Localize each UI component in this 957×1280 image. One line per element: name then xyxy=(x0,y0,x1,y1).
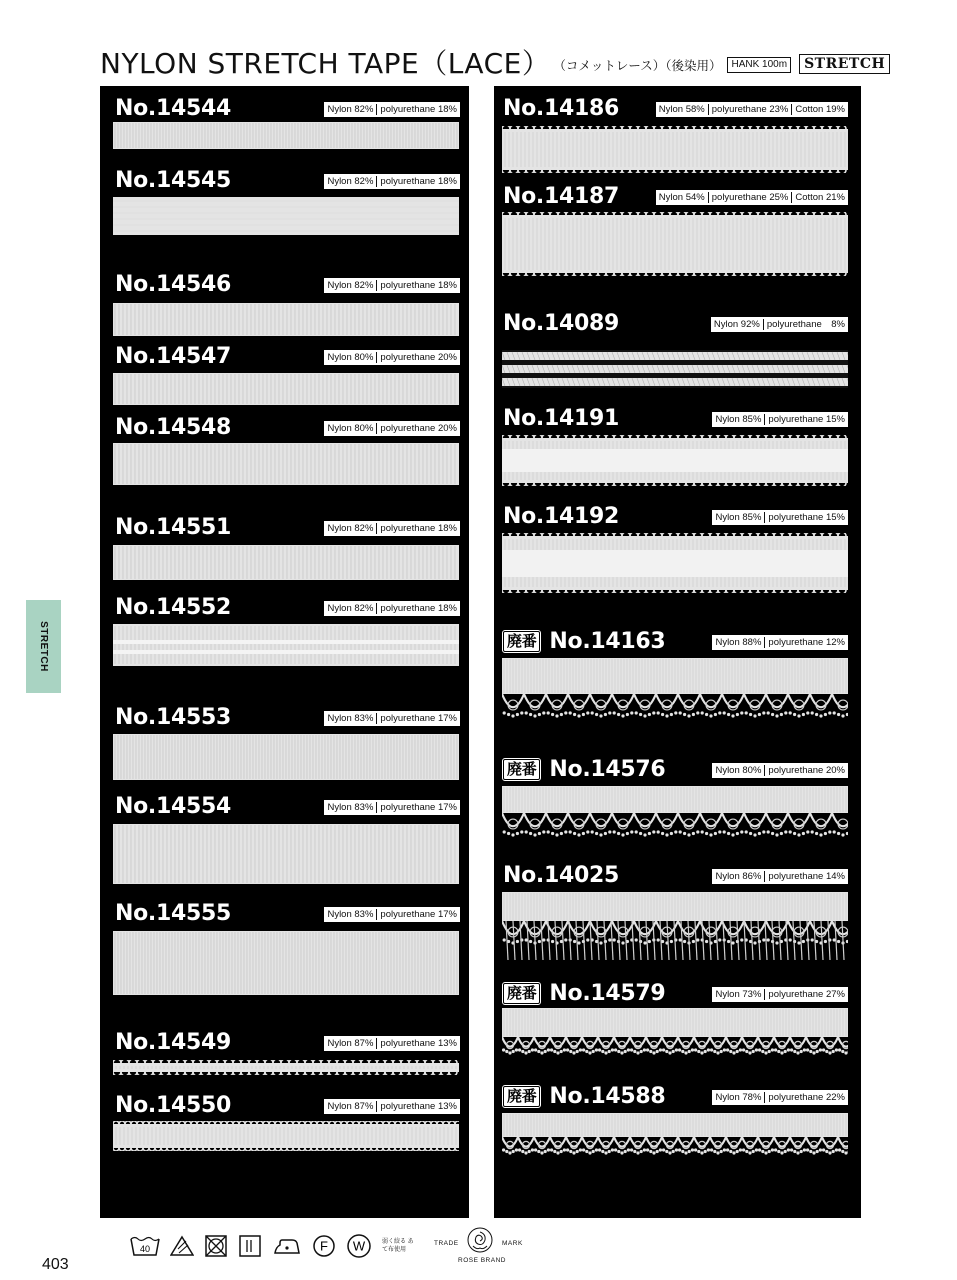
product-number xyxy=(503,311,619,337)
composition-nylon: Nylon 80% xyxy=(327,423,374,434)
composition-poly: polyurethane 15% xyxy=(768,414,845,425)
product-number xyxy=(115,96,231,122)
tape-sample-image xyxy=(502,1008,848,1076)
composition-nylon: Nylon 82% xyxy=(327,280,374,291)
product-number xyxy=(503,504,619,530)
product-number xyxy=(503,96,619,122)
product-number-text: No.14547 xyxy=(115,344,232,369)
iron-icon xyxy=(272,1235,302,1257)
tape-sample-image xyxy=(113,443,459,485)
product-number-text: No.14192 xyxy=(503,504,620,529)
composition-poly: polyurethane 18% xyxy=(380,104,457,115)
discontinued-badge: 廃番 xyxy=(503,631,540,652)
product-number xyxy=(115,705,231,731)
tape-sample-image xyxy=(502,892,848,962)
composition-nylon: Nylon 82% xyxy=(327,523,374,534)
tape-sample-image xyxy=(502,786,848,850)
rose-brand-mark xyxy=(434,1226,524,1270)
composition-label xyxy=(324,1099,460,1114)
page-number: 403 xyxy=(42,1256,69,1273)
composition-label xyxy=(656,102,848,117)
composition-nylon: Nylon 73% xyxy=(715,989,762,1000)
product-number-text: No.14187 xyxy=(503,184,620,209)
composition-poly: polyurethane 12% xyxy=(768,637,845,648)
composition-label xyxy=(324,907,460,922)
composition-nylon: Nylon 92% xyxy=(713,319,760,330)
composition-poly: polyurethane 13% xyxy=(380,1038,457,1049)
composition-poly: polyurethane 18% xyxy=(380,176,457,187)
product-number-text: No.14545 xyxy=(115,168,232,193)
wet-clean-w-icon xyxy=(346,1233,372,1259)
bleach-icon xyxy=(170,1235,194,1257)
wash-temp: 40 xyxy=(139,1244,151,1254)
tape-sample-image xyxy=(502,126,848,173)
tape-sample-image xyxy=(502,658,848,744)
product-number xyxy=(503,757,665,783)
tape-sample-image xyxy=(502,435,848,486)
product-number xyxy=(115,168,231,194)
composition-poly: polyurethane 20% xyxy=(380,423,457,434)
product-number xyxy=(503,1084,665,1110)
composition-poly: polyurethane 20% xyxy=(380,352,457,363)
tape-sample-image xyxy=(113,545,459,580)
composition-label xyxy=(324,601,460,616)
product-number xyxy=(115,1030,231,1056)
composition-nylon: Nylon 85% xyxy=(715,414,762,425)
composition-poly: polyurethane 20% xyxy=(768,765,845,776)
product-number xyxy=(115,595,231,621)
composition-poly: polyurethane 15% xyxy=(768,512,845,523)
composition-nylon: Nylon 82% xyxy=(327,176,374,187)
product-number-text: No.14549 xyxy=(115,1030,232,1055)
composition-nylon: Nylon 83% xyxy=(327,713,374,724)
composition-poly: polyurethane 14% xyxy=(768,871,845,882)
composition-poly: polyurethane 8% xyxy=(766,319,845,330)
composition-poly: polyurethane 18% xyxy=(380,603,457,614)
product-number-text: No.14546 xyxy=(115,272,232,297)
product-number xyxy=(115,272,231,298)
composition-label xyxy=(324,350,460,365)
product-number xyxy=(115,515,231,541)
dry-flat-icon xyxy=(238,1234,262,1258)
product-number xyxy=(115,901,231,927)
composition-nylon: Nylon 83% xyxy=(327,909,374,920)
wet-clean-w-label: W xyxy=(352,1238,366,1254)
discontinued-badge: 廃番 xyxy=(503,983,540,1004)
composition-poly: polyurethane 17% xyxy=(380,909,457,920)
tape-sample-image xyxy=(113,931,459,995)
product-number xyxy=(115,794,231,820)
tape-sample-image xyxy=(113,624,459,666)
composition-label xyxy=(324,278,460,293)
product-number-text: No.14554 xyxy=(115,794,232,819)
composition-poly: polyurethane 22% xyxy=(768,1092,845,1103)
composition-poly: polyurethane 13% xyxy=(380,1101,457,1112)
composition-poly: polyurethane 17% xyxy=(380,802,457,813)
composition-nylon: Nylon 80% xyxy=(715,765,762,776)
composition-label xyxy=(712,412,848,427)
composition-nylon: Nylon 87% xyxy=(327,1101,374,1112)
product-number-text: No.14544 xyxy=(115,96,232,121)
composition-nylon: Nylon 85% xyxy=(715,512,762,523)
page-subtitle: （コメットレース）（後染用） xyxy=(553,58,722,73)
composition-nylon: Nylon 58% xyxy=(658,104,705,115)
composition-nylon: Nylon 78% xyxy=(715,1092,762,1103)
composition-nylon: Nylon 82% xyxy=(327,104,374,115)
tape-sample-image xyxy=(502,1113,848,1171)
product-number-text: No.14191 xyxy=(503,406,620,431)
composition-label xyxy=(712,635,848,650)
product-number-text: No.14550 xyxy=(115,1093,232,1118)
care-note: 弱く絞る あて布使用 xyxy=(382,1239,414,1253)
composition-label xyxy=(711,317,848,332)
composition-label xyxy=(712,1090,848,1105)
composition-label xyxy=(324,1036,460,1051)
composition-nylon: Nylon 87% xyxy=(327,1038,374,1049)
product-number-text: No.14552 xyxy=(115,595,232,620)
composition-label xyxy=(324,711,460,726)
page-header xyxy=(100,44,890,80)
composition-label xyxy=(324,102,460,117)
tape-sample-image xyxy=(113,1121,459,1151)
tape-sample-image xyxy=(113,122,459,149)
composition-nylon: Nylon 86% xyxy=(715,871,762,882)
product-number-text: No.14163 xyxy=(549,629,666,654)
dry-clean-f-icon xyxy=(312,1234,336,1258)
discontinued-badge: 廃番 xyxy=(503,1086,540,1107)
tape-sample-image xyxy=(113,197,459,235)
no-tumble-dry-icon xyxy=(204,1234,228,1258)
product-number-text: No.14576 xyxy=(549,757,666,782)
page-title: NYLON STRETCH TAPE（LACE） xyxy=(100,47,551,80)
tape-sample-image xyxy=(502,212,848,276)
composition-label xyxy=(324,521,460,536)
rose-icon xyxy=(465,1226,495,1256)
composition-label xyxy=(324,800,460,815)
wash-40-icon xyxy=(130,1235,160,1257)
tape-sample-image xyxy=(113,824,459,884)
composition-label xyxy=(656,190,848,205)
mark-label: MARK xyxy=(502,1240,523,1247)
composition-label xyxy=(324,421,460,436)
composition-nylon: Nylon 88% xyxy=(715,637,762,648)
tape-sample-image xyxy=(502,350,848,388)
product-number xyxy=(503,184,619,210)
composition-label xyxy=(712,763,848,778)
trade-label: TRADE xyxy=(434,1240,459,1247)
tape-sample-image xyxy=(113,1060,459,1075)
tape-sample-image xyxy=(113,373,459,405)
product-number-text: No.14025 xyxy=(503,863,620,888)
composition-poly: polyurethane 18% xyxy=(380,523,457,534)
tape-sample-image xyxy=(113,734,459,780)
product-number xyxy=(115,1093,231,1119)
composition-cotton: Cotton 19% xyxy=(795,104,845,115)
tape-sample-image xyxy=(113,303,459,336)
stretch-logo: STRETCH xyxy=(799,54,890,74)
product-number-text: No.14186 xyxy=(503,96,620,121)
product-number xyxy=(503,406,619,432)
product-number xyxy=(503,863,619,889)
discontinued-badge: 廃番 xyxy=(503,759,540,780)
product-number-text: No.14089 xyxy=(503,311,620,336)
brand-name: ROSE BRAND xyxy=(458,1257,506,1264)
product-number xyxy=(503,981,665,1007)
dry-clean-f-label: F xyxy=(320,1238,328,1254)
product-number-text: No.14579 xyxy=(549,981,666,1006)
product-number xyxy=(115,415,231,441)
composition-poly: polyurethane 25% xyxy=(711,192,789,203)
composition-label xyxy=(712,510,848,525)
section-tab-label: STRETCH xyxy=(38,621,50,672)
composition-poly: polyurethane 27% xyxy=(768,989,845,1000)
composition-poly: polyurethane 23% xyxy=(711,104,789,115)
product-number-text: No.14548 xyxy=(115,415,232,440)
composition-label xyxy=(324,174,460,189)
section-tab[interactable] xyxy=(26,600,61,693)
composition-poly: polyurethane 18% xyxy=(380,280,457,291)
composition-label xyxy=(712,869,848,884)
hank-badge: HANK 100m xyxy=(727,57,791,73)
product-number-text: No.14588 xyxy=(549,1084,666,1109)
composition-label xyxy=(712,987,848,1002)
product-number-text: No.14555 xyxy=(115,901,232,926)
product-number-text: No.14551 xyxy=(115,515,232,540)
care-symbols xyxy=(130,1228,414,1264)
composition-nylon: Nylon 80% xyxy=(327,352,374,363)
composition-nylon: Nylon 82% xyxy=(327,603,374,614)
tape-sample-image xyxy=(502,533,848,593)
product-number xyxy=(503,629,665,655)
product-number-text: No.14553 xyxy=(115,705,232,730)
product-number xyxy=(115,344,231,370)
composition-poly: polyurethane 17% xyxy=(380,713,457,724)
composition-nylon: Nylon 54% xyxy=(658,192,705,203)
composition-nylon: Nylon 83% xyxy=(327,802,374,813)
composition-cotton: Cotton 21% xyxy=(795,192,845,203)
